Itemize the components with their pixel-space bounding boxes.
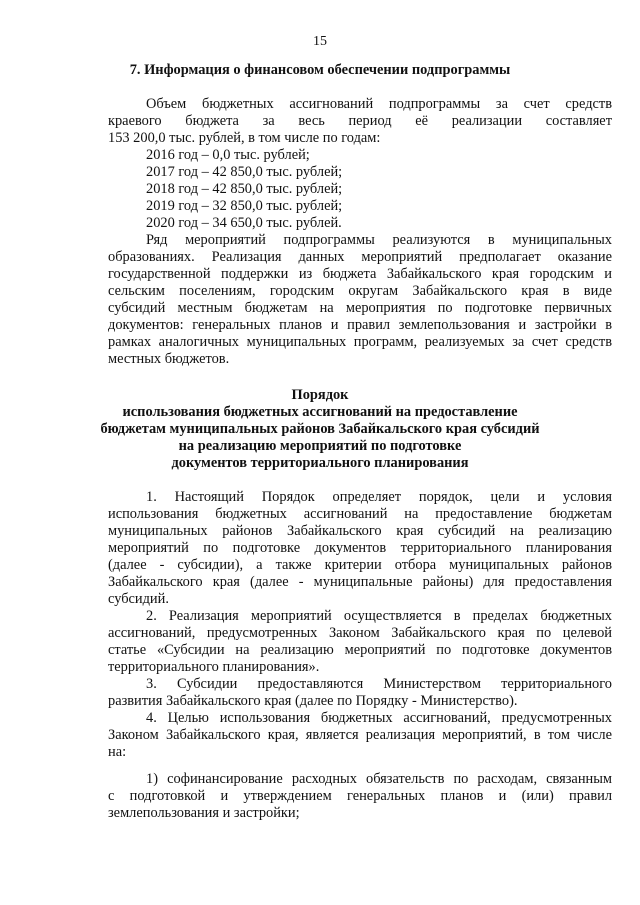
p2-line-2: образованиях. Реализация данных мероприятий предполагает оказание [108, 249, 612, 265]
year-item: 2017 год – 42 850,0 тыс. рублей; [146, 164, 343, 180]
page-number: 15 [313, 34, 327, 49]
p2-line-4: сельским поселениям, городским округам Забайкальского края в виде [108, 283, 612, 299]
year-item: 2018 год – 42 850,0 тыс. рублей; [146, 181, 343, 197]
item2-line-1: 2. Реализация мероприятий осуществляется в пределах бюджетных [146, 608, 612, 624]
year-item: 2016 год – 0,0 тыс. рублей; [146, 147, 310, 163]
item1-line-7: субсидий. [108, 591, 169, 607]
item1-line-1: 1. Настоящий Порядок определяет порядок, цели и условия [146, 489, 612, 505]
item2-line-2: ассигнований, предусмотренных Законом Забайкальского края по целевой [108, 625, 612, 641]
p2-line-5: субсидий местным бюджетам на мероприятия по подготовке первичных [108, 300, 612, 316]
item1-line-2: использования бюджетных ассигнований на предоставление бюджетам [108, 506, 612, 522]
p1-line-1: Объем бюджетных ассигнований подпрограммы за счет средств [146, 96, 612, 112]
p2-line-7: рамках аналогичных муниципальных программ, реализуемых за счет средств [108, 334, 612, 350]
item3-line-1: 3. Субсидии предоставляются Министерством территориального [146, 676, 612, 692]
item1-line-5: (далее - субсидии), а также критерии отбора муниципальных районов [108, 557, 612, 573]
p1-line-3: 153 200,0 тыс. рублей, в том числе по годам: [108, 130, 381, 146]
p1-line-2: краевого бюджета за весь период её реализации составляет [108, 113, 612, 129]
item1-line-6: Забайкальского края (далее - муниципальные районы) для предоставления [108, 574, 612, 590]
p2-line-8: местных бюджетов. [108, 351, 230, 367]
item2-line-4: территориального планирования». [108, 659, 320, 675]
p2-line-6: документов: генеральных планов и правил землепользования и застройки в [108, 317, 612, 333]
item1-line-3: муниципальных районов Забайкальского края субсидий на реализацию [108, 523, 612, 539]
item4-line-2: Законом Забайкальского края, является реализация мероприятий, в том числе [108, 727, 612, 743]
item3-line-2: развития Забайкальского края (далее по Порядку - Министерство). [108, 693, 518, 709]
item2-line-3: статье «Субсидии на реализацию мероприятий по подготовке документов [108, 642, 612, 658]
sub1-line-1: 1) софинансирование расходных обязательств по расходам, связанным [146, 771, 612, 787]
item1-line-4: мероприятий по подготовке документов территориального планирования [108, 540, 612, 556]
order-heading-line-4: на реализацию мероприятий по подготовке [178, 438, 462, 454]
year-item: 2020 год – 34 650,0 тыс. рублей. [146, 215, 342, 231]
year-item: 2019 год – 32 850,0 тыс. рублей; [146, 198, 343, 214]
order-heading-line-5: документов территориального планирования [171, 455, 469, 471]
order-heading-line-2: использования бюджетных ассигнований на предоставление [122, 404, 518, 420]
sub1-line-2: с подготовкой и утверждением генеральных планов и (или) правил [108, 788, 612, 804]
item4-line-1: 4. Целью использования бюджетных ассигнований, предусмотренных [146, 710, 612, 726]
section-heading: 7. Информация о финансовом обеспечении подпрограммы [129, 62, 511, 78]
p2-line-3: государственной поддержки из бюджета Забайкальского края городским и [108, 266, 612, 282]
order-heading-line-3: бюджетам муниципальных районов Забайкальского края субсидий [100, 421, 540, 437]
sub1-line-3: землепользования и застройки; [108, 805, 300, 821]
order-heading-title: Порядок [291, 387, 349, 403]
p2-line-1: Ряд мероприятий подпрограммы реализуются в муниципальных [146, 232, 612, 248]
item4-line-3: на: [108, 744, 127, 760]
